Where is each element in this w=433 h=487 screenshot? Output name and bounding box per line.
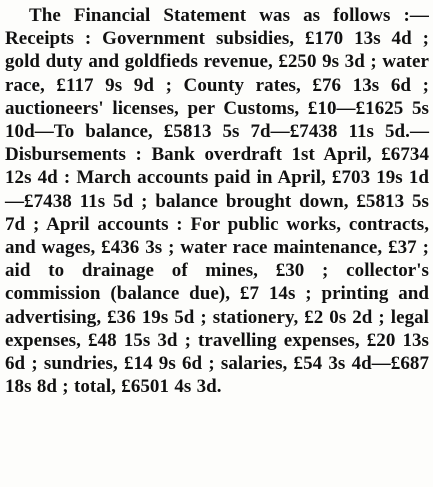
financial-statement-paragraph: The Financial Statement was as follows :—Receipts : Government subsidies, £170 13s 4d ; gold duty and goldfieds revenue, £250 9s 3d ; water race, £117 9s 9d ; County rates, £76 13s 6d ; auctioneers' licenses, per Customs, £10—£1625 5s 10d—To balance, £5813 5s 7d—£7438 11s 5d.—Disbursements : Bank overdraft 1st April, £6734 12s 4d : March accounts paid in April, £703 19s 1d—£7438 11s 5d ; balance brought down, £5813 5s 7d ; April accounts : For public works, contracts, and wages, £436 3s ; water race maintenance, £37 ; aid to drainage of mines, £30 ; collector's commission (balance due), £7 14s ; printing and advertising, £36 19s 5d ; stationery, £2 0s 2d ; legal expenses, £48 15s 3d ; travelling expenses, £20 13s 6d ; sundries, £14 9s 6d ; salaries, £54 3s 4d—£687 18s 8d ; total, £6501 4s 3d. [5, 5, 429, 398]
